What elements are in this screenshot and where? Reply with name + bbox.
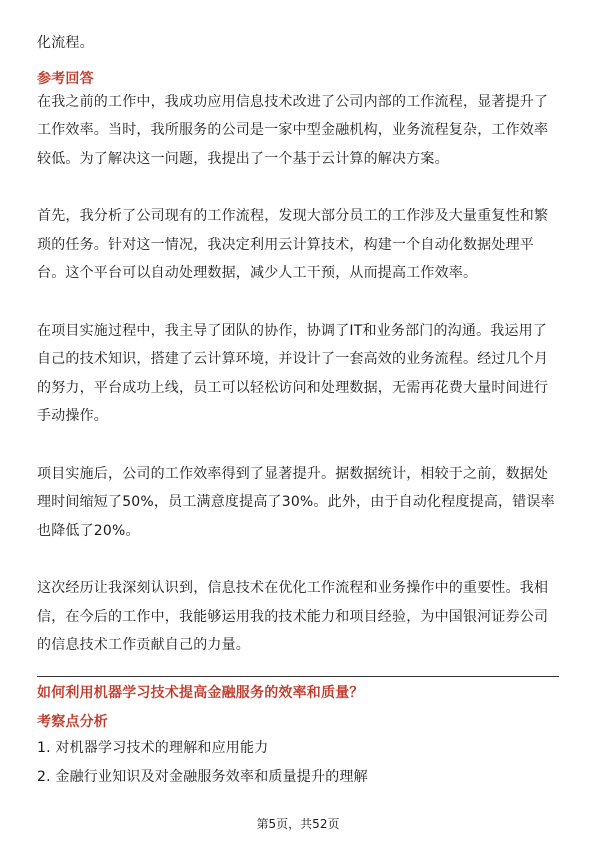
paragraph-line: 工作效率。当时，我所服务的公司是一家中型金融机构，业务流程复杂，工作效率 — [37, 122, 549, 138]
paragraph-line: 在我之前的工作中，我成功应用信息技术改进了公司内部的工作流程，显著提升了 — [37, 94, 549, 110]
analysis-point-2: 2. 金融行业知识及对金融服务效率和质量提升的理解 — [37, 769, 368, 785]
question-title: 如何利用机器学习技术提高金融服务的效率和质量？ — [37, 685, 364, 701]
document-page — [37, 0, 559, 842]
paragraph-line: 信，在今后的工作中，我能够运用我的技术能力和项目经验，为中国银河证券公司 — [37, 609, 549, 625]
paragraph-line: 首先，我分析了公司现有的工作流程，发现大部分员工的工作涉及大量重复性和繁 — [37, 208, 549, 224]
paragraph-line: 理时间缩短了50%，员工满意度提高了30%。此外，由于自动化程度提高，错误率 — [37, 494, 555, 510]
answer-heading: 参考回答 — [37, 71, 94, 87]
analysis-point-1: 1. 对机器学习技术的理解和应用能力 — [37, 740, 269, 756]
section-divider — [37, 676, 559, 677]
paragraph-line: 也降低了20%。 — [37, 523, 140, 539]
paragraph-line: 在项目实施过程中，我主导了团队的协作，协调了IT和业务部门的沟通。我运用了 — [37, 323, 548, 339]
analysis-heading: 考察点分析 — [37, 714, 108, 730]
paragraph-line: 这次经历让我深刻认识到，信息技术在优化工作流程和业务操作中的重要性。我相 — [37, 580, 549, 596]
paragraph-line: 较低。为了解决这一问题，我提出了一个基于云计算的解决方案。 — [37, 151, 449, 167]
paragraph-line: 的信息技术工作贡献自己的力量。 — [37, 637, 250, 653]
paragraph-line: 自己的技术知识，搭建了云计算环境，并设计了一套高效的业务流程。经过几个月 — [37, 351, 549, 367]
intro-tail-text: 化流程。 — [37, 35, 94, 51]
paragraph-line: 的努力，平台成功上线，员工可以轻松访问和处理数据，无需再花费大量时间进行 — [37, 380, 549, 396]
paragraph-line: 台。这个平台可以自动处理数据，减少人工干预，从而提高工作效率。 — [37, 265, 478, 281]
paragraph-line: 琐的任务。针对这一情况，我决定利用云计算技术，构建一个自动化数据处理平 — [37, 237, 534, 253]
page-number: 第5页，共52页 — [256, 817, 340, 831]
paragraph-line: 项目实施后，公司的工作效率得到了显著提升。据数据统计，相较于之前，数据处 — [37, 466, 549, 482]
paragraph-line: 手动操作。 — [37, 408, 108, 424]
